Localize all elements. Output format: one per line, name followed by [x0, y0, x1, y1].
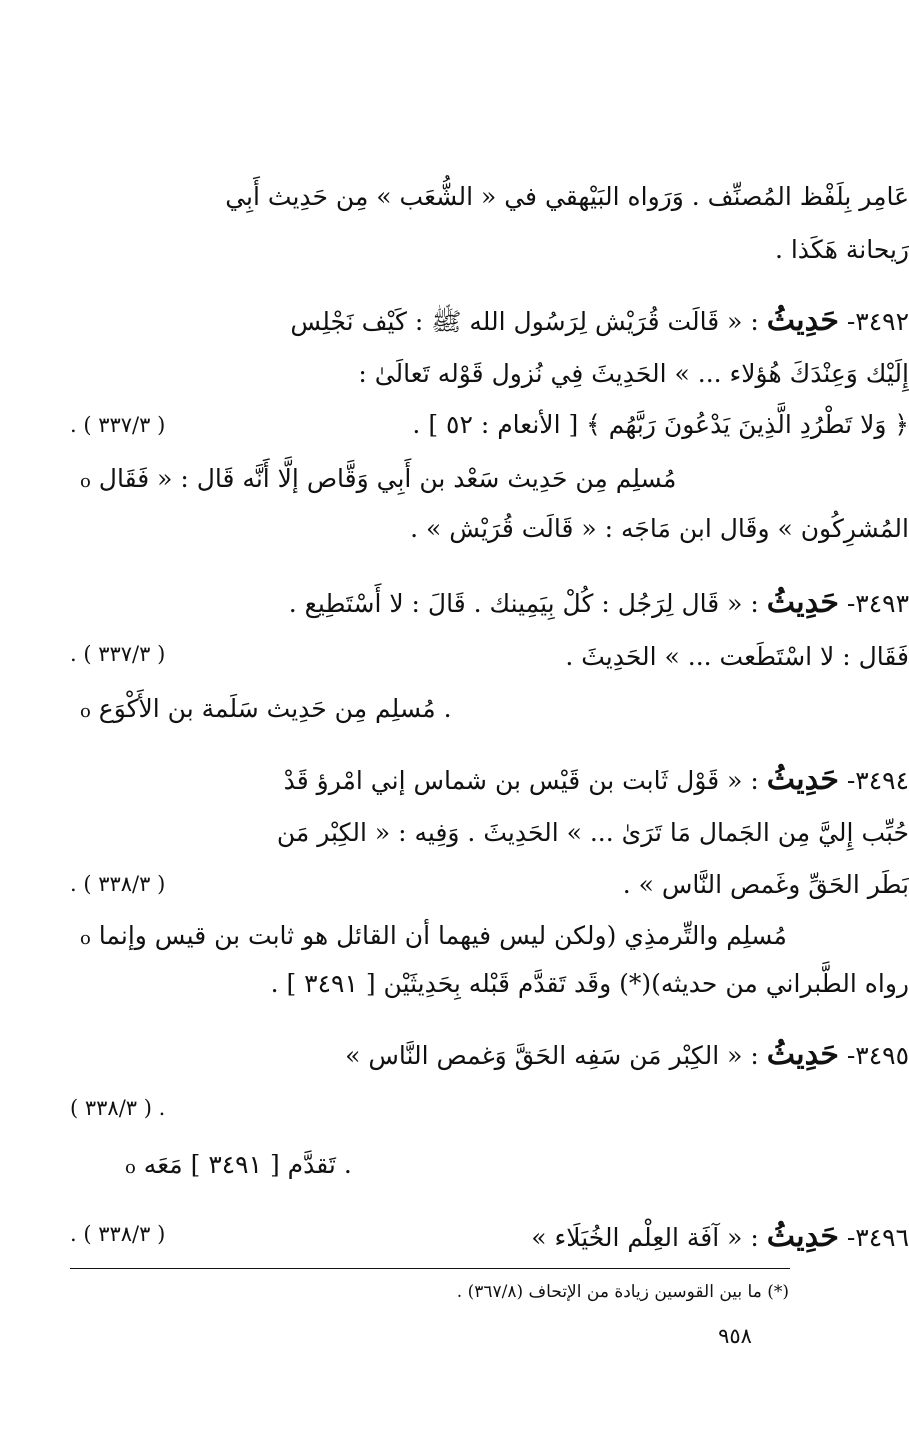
hadith-number: ٣٤٩٦-	[846, 1223, 909, 1252]
note-text: مُسلِم مِن حَدِيث سَعْد بن أَبِي وَقَّاص إلَّا أَنَّه قَال : « فَقَال	[98, 464, 677, 493]
hadith-text: : « الكِبْر مَن سَفِه الحَقَّ وَغمص النَّاس »	[345, 1041, 759, 1070]
hadith-3494-heading	[119, 755, 909, 805]
note-circle-icon: o	[125, 1157, 136, 1178]
hadith-3492-line-3: ﴿ وَلا تَطْرُدِ الَّذِينَ يَدْعُونَ رَبَّهُم ﴾ [ الأنعام : ٥٢ ] .	[412, 410, 909, 439]
hadith-3495-heading	[119, 1030, 909, 1080]
hadith-keyword: حَدِيثُ	[766, 1037, 839, 1072]
hadith-3492-note-2: المُشرِكُون » وقَال ابن مَاجَه : « قَالَت قُرَيْش » .	[410, 514, 909, 543]
hadith-3492-line-2: إِلَيْك وَعِنْدَكَ هُؤلاء ... » الحَدِيثَ فِي نُزول قَوْله تَعالَىٰ :	[358, 359, 909, 388]
hadith-number: ٣٤٩٤-	[846, 766, 909, 795]
hadith-3495-note-1	[119, 1140, 909, 1190]
hadith-keyword: حَدِيثُ	[766, 303, 839, 338]
hadith-number: ٣٤٩٢-	[846, 307, 909, 336]
hadith-number: ٣٤٩٥-	[846, 1041, 909, 1070]
page-number: ٩٥٨	[718, 1324, 752, 1348]
hadith-3492-note-1	[74, 454, 909, 504]
hadith-3496-reference: ( ٣٣٨/٣ ) .	[70, 1222, 166, 1246]
hadith-text: : « قَال لِرَجُل : كُلْ بِيَمِينك . قَالَ : لا أَسْتَطِيع .	[288, 589, 759, 618]
hadith-3493-heading	[119, 578, 909, 628]
hadith-3493-reference: ( ٣٣٧/٣ ) .	[70, 642, 166, 666]
note-text: مُسلِم والتِّرمذِي (ولكن ليس فيهما أن القائل هو ثابت بن قيس وإنما	[98, 921, 787, 950]
note-text: تَقدَّم [ ٣٤٩١ ] مَعَه .	[143, 1150, 352, 1179]
hadith-text: : « قَالَت قُرَيْش لِرَسُول الله ﷺ : كَيْف نَجْلِس	[290, 307, 759, 336]
continuation-line-1: عَامِر بِلَفْظ المُصنِّف . وَرَواه البَيْهقي في « الشُّعَب » مِن حَدِيث أَبِي	[225, 182, 909, 211]
hadith-text: : « قَوْل ثَابت بن قَيْس بن شماس إني امْرؤ قَدْ	[283, 766, 759, 795]
hadith-3493-note-1	[74, 684, 909, 734]
hadith-keyword: حَدِيثُ	[766, 762, 839, 797]
note-circle-icon: o	[80, 928, 91, 949]
hadith-3492-reference: ( ٣٣٧/٣ ) .	[70, 413, 166, 437]
hadith-number: ٣٤٩٣-	[846, 589, 909, 618]
hadith-3494-line-3: بَطَر الحَقِّ وغَمص النَّاس » .	[622, 870, 909, 899]
hadith-3494-note-2: رواه الطَّبراني من حديثه)(*) وقَد تَقدَّم قَبْله بِحَدِيثَيْن [ ٣٤٩١ ] .	[270, 969, 909, 998]
hadith-3494-line-2: حُبِّب إِليَّ مِن الجَمال مَا تَرَىٰ ... » الحَدِيثَ . وَفِيه : « الكِبْر مَن	[276, 818, 909, 847]
hadith-3496-heading	[119, 1212, 909, 1262]
hadith-3494-note-1	[74, 911, 909, 961]
hadith-keyword: حَدِيثُ	[766, 585, 839, 620]
hadith-3493-line-2: فَقَال : لا اسْتَطَعت ... » الحَدِيثَ .	[565, 642, 909, 671]
footnote-divider	[70, 1268, 790, 1269]
hadith-3494-reference: ( ٣٣٨/٣ ) .	[70, 872, 166, 896]
hadith-3495-reference: . ( ٣٣٨/٣ )	[70, 1096, 166, 1120]
note-text: مُسلِم مِن حَدِيث سَلَمة بن الأَكْوَع .	[98, 694, 452, 723]
hadith-text: : « آفَة العِلْم الخُيَلَاء »	[531, 1223, 759, 1252]
note-circle-icon: o	[80, 701, 91, 722]
footnote: (*) ما بين القوسين زيادة من الإتحاف (٣٦٧/٨) .	[456, 1282, 789, 1302]
continuation-line-2: رَيحانة هَكَذا .	[774, 235, 909, 264]
hadith-3492-heading	[119, 296, 909, 346]
hadith-keyword: حَدِيثُ	[766, 1219, 839, 1254]
note-circle-icon: o	[80, 471, 91, 492]
